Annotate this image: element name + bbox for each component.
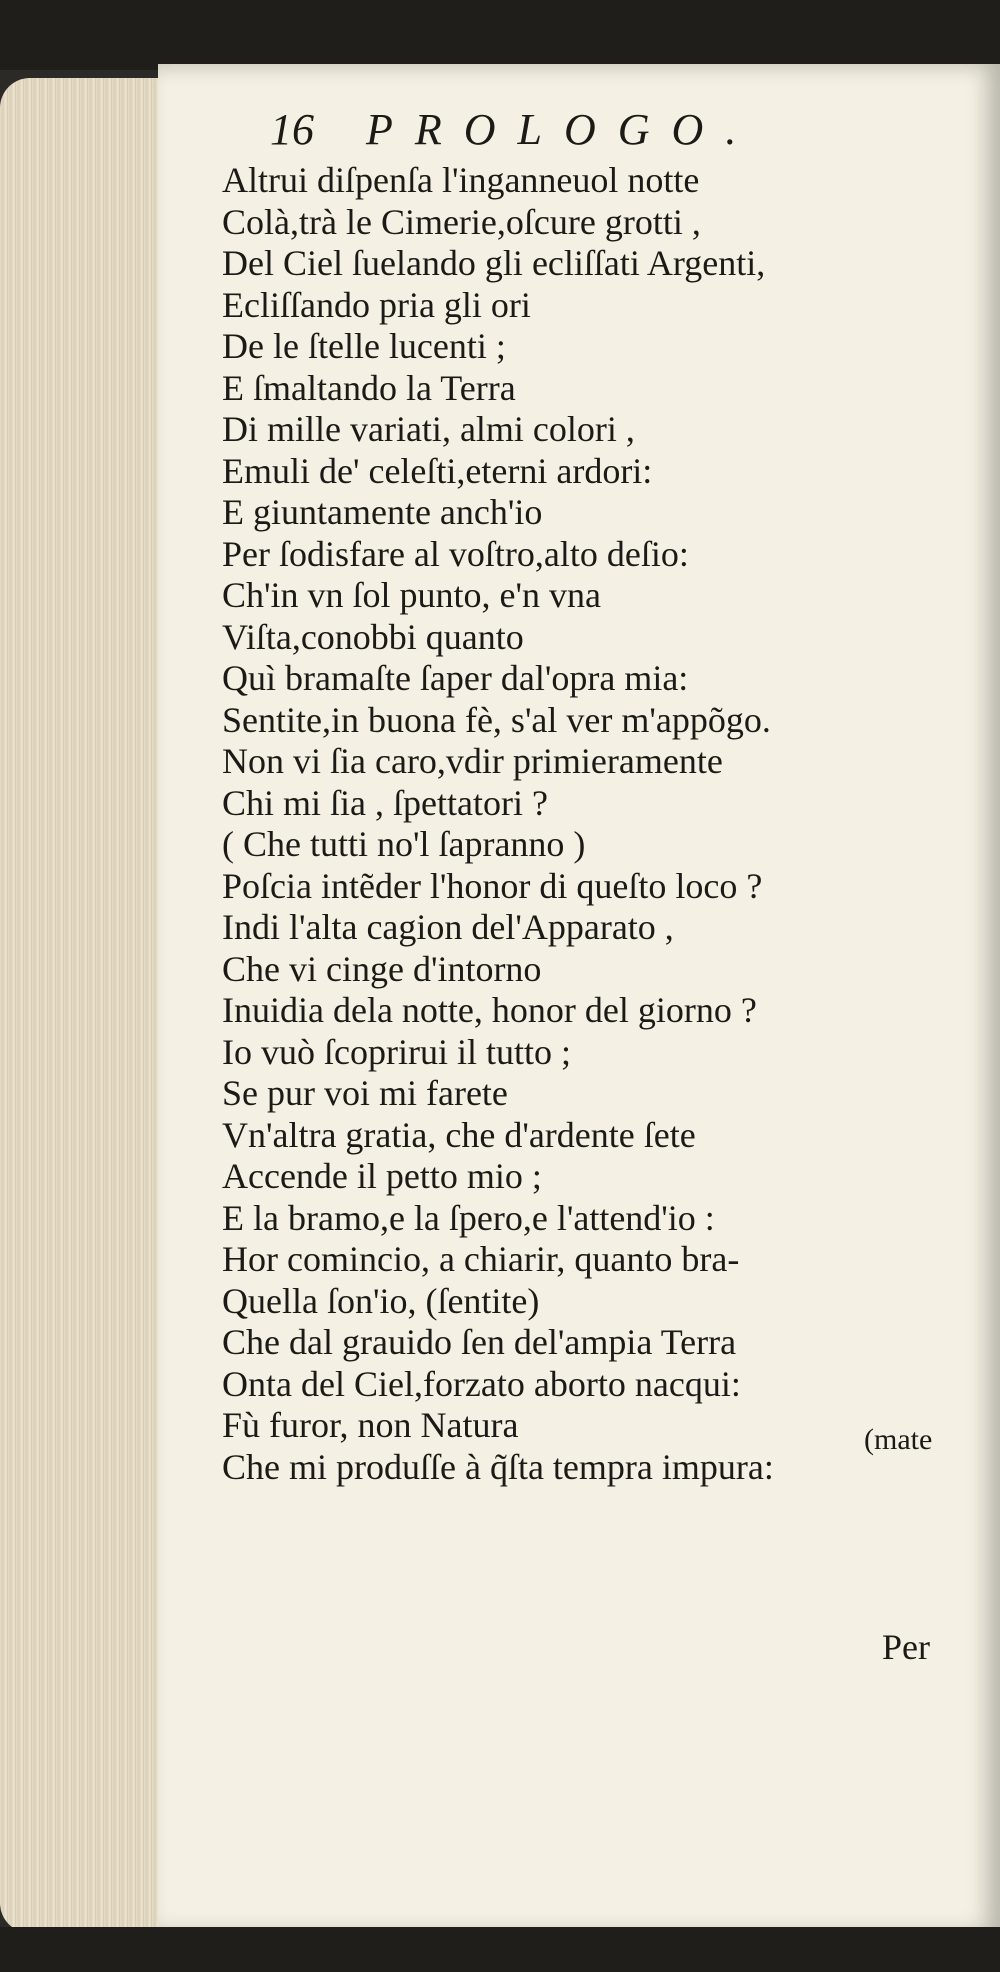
verse-line: Che vi cinge d'intorno: [222, 948, 542, 989]
verse-line: E ſmaltando la Terra: [222, 367, 516, 408]
verse-line: Quì bramaſte ſaper dal'opra mia:: [222, 658, 689, 698]
verse-line: E la bramo,e la ſpero,e l'attend'io :: [222, 1197, 715, 1238]
verse-line: Altrui diſpenſa l'inganneuol notte: [222, 160, 700, 200]
bottom-shadow: [0, 1927, 1000, 1972]
verse-line: Colà,trà le Cimerie,oſcure grotti ,: [222, 201, 701, 242]
verse-line: Non vi ſia caro,vdir primieramente: [222, 741, 723, 781]
verse-line: Per ſodisfare al voſtro,alto deſio:: [222, 533, 689, 574]
verse-line: Hor comincio, a chiarir, quanto bra-: [222, 1239, 740, 1279]
page-edges: [0, 78, 175, 1933]
verse-line: Ch'in vn ſol punto, e'n vna: [222, 575, 601, 615]
verse-line: Poſcia intẽder l'honor di queſto loco ?: [222, 865, 763, 906]
catchword: Per: [882, 1627, 930, 1667]
verse-line: Inuidia dela notte, honor del giorno ?: [222, 990, 757, 1030]
verse-line: Vn'altra gratia, che d'ardente ſete: [222, 1114, 696, 1155]
verse-text: [222, 160, 992, 1488]
verse-line: Ecliſſando pria gli ori: [222, 284, 531, 325]
verse-line: ( Che tutti no'l ſapranno ): [222, 824, 586, 864]
verse-line: Emuli de' celeſti,eterni ardori:: [222, 450, 653, 491]
verse-line: De le ſtelle lucenti ;: [222, 326, 506, 366]
verse-line: E giuntamente anch'io: [222, 492, 543, 532]
page-number: 16: [270, 105, 314, 154]
page-header: [270, 104, 870, 168]
verse-line: Sentite,in buona fè, s'al ver m'appõgo.: [222, 699, 771, 740]
verse-line: Fù furor, non Natura: [222, 1405, 519, 1445]
verse-line: Io vuò ſcoprirui il tutto ;: [222, 1031, 571, 1072]
verse-line: Chi mi ſia , ſpettatori ?: [222, 782, 548, 823]
verse-line: Accende il petto mio ;: [222, 1156, 542, 1196]
top-shadow: [0, 0, 1000, 70]
verse-line: Indi l'alta cagion del'Apparato ,: [222, 907, 674, 947]
verse-line: Se pur voi mi farete: [222, 1073, 508, 1113]
verse-line: Che mi produſſe à q̃ſta tempra impura:: [222, 1446, 774, 1487]
running-head: PROLOGO.: [366, 105, 759, 154]
verse-line: Che dal grauido ſen del'ampia Terra: [222, 1322, 737, 1362]
verse-line: Onta del Ciel,forzato aborto nacqui:: [222, 1363, 741, 1404]
verse-line: Viſta,conobbi quanto: [222, 616, 524, 657]
verse-line: Di mille variati, almi colori ,: [222, 409, 635, 449]
verse-line: Quella ſon'io, (ſentite): [222, 1280, 540, 1321]
verse-line: Del Ciel ſuelando gli ecliſſati Argenti,: [222, 243, 766, 283]
turnover-word: (mate: [864, 1423, 933, 1456]
